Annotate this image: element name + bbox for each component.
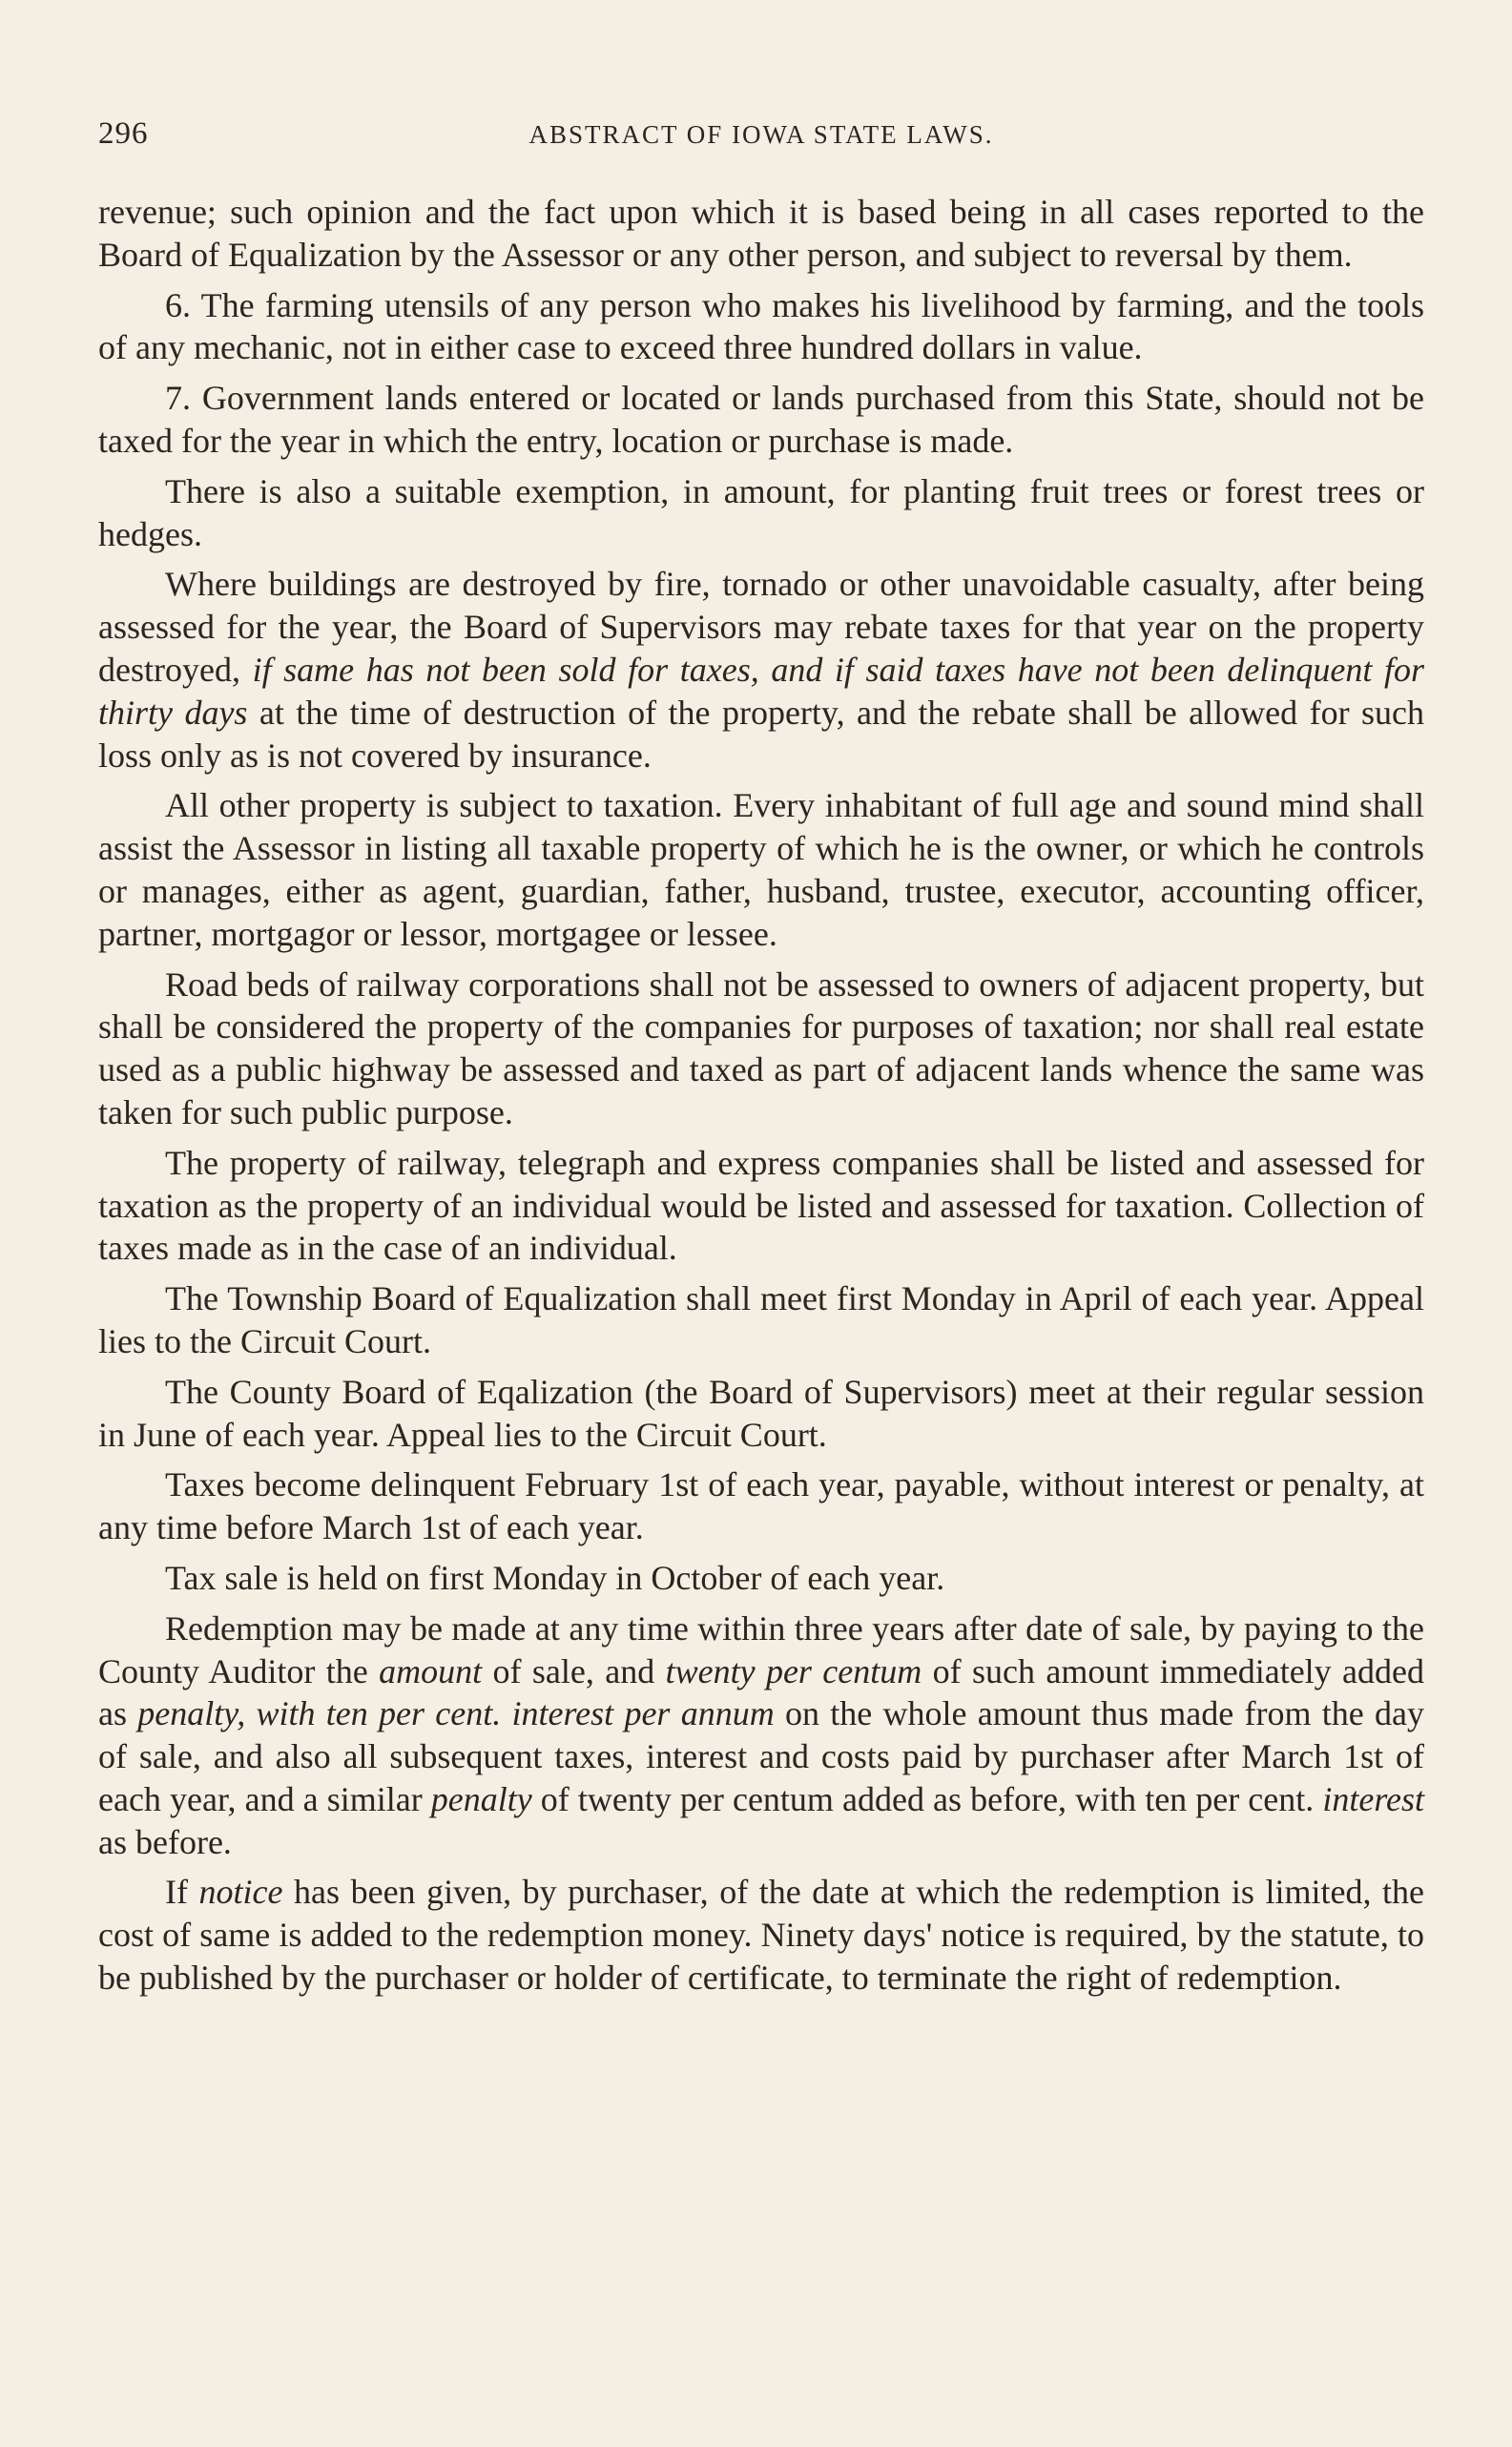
text-run: revenue; such opinion and the fact upon which it is based being in all cases reported to the Board of Equalization by the Assessor or any other person, and subject to reversal by them. <box>98 193 1424 274</box>
text-run: All other property is subject to taxation. Every inhabitant of full age and sound mind shall assist the Assessor in listing all taxable property of which he is the owner, or which he controls or manages, either as agent, guardian, father, husband, trustee, executor, accounting officer, partner, mortgagor or lessor, mortgagee or lessee. <box>98 786 1424 953</box>
paragraph <box>98 964 1424 1134</box>
text-run: of twenty per centum added as before, with ten per cent. <box>531 1779 1323 1818</box>
text-run: The Township Board of Equalization shall meet first Monday in April of each year. Appeal lies to the Circuit Court. <box>98 1279 1424 1360</box>
text-run: has been given, by purchaser, of the date at which the redemption is limited, the cost of same is added to the redemption money. Ninety days' notice is required, by the statute, to be published by the purchaser or holder of certificate, to terminate the right of redemption. <box>98 1873 1424 1998</box>
paragraph <box>98 284 1424 370</box>
paragraph <box>98 784 1424 955</box>
page-header <box>98 116 1424 162</box>
running-title: ABSTRACT OF IOWA STATE LAWS. <box>528 120 994 149</box>
italic-run: twenty per centum <box>665 1651 922 1690</box>
text-run: Where buildings are destroyed by fire, tornado or other unavoidable casualty, after being assessed for the year, the Board of Supervisors may rebate taxes for that year on the property destroyed, <box>98 565 1424 689</box>
paragraph <box>98 1557 1424 1600</box>
text-run: Taxes become delinquent February 1st of each year, payable, without interest or penalty, at any time before March 1st of each year. <box>98 1465 1424 1547</box>
text-run: The property of railway, telegraph and express companies shall be listed and assessed for taxation as the property of an individual would be listed and assessed for taxation. Collection of taxes made as in the case of an individual. <box>98 1143 1424 1268</box>
text-run: of sale, and <box>482 1651 666 1690</box>
italic-run: penalty <box>430 1779 532 1818</box>
text-run: 6. The farming utensils of any person who makes his livelihood by farming, and the tools of any mechanic, not in either case to exceed three hundred dollars in value. <box>98 285 1424 367</box>
text-run: on the whole amount thus made from the day of sale, and also all subsequent taxes, interest and costs paid by purchaser after March 1st of each year, and a similar <box>98 1694 1424 1818</box>
paragraph-continued <box>98 191 1424 277</box>
text-run: as before. <box>98 1822 232 1861</box>
paragraph <box>98 1142 1424 1270</box>
paragraph <box>98 1871 1424 1999</box>
text-run: 7. Government lands entered or located or lands purchased from this State, should not be taxed for the year in which the entry, location or purchase is made. <box>98 379 1424 460</box>
paragraph <box>98 1371 1424 1457</box>
italic-run: if same has not been sold for taxes, and if said taxes have not been delinquent for thirty days <box>98 650 1424 732</box>
italic-run: amount <box>379 1651 483 1690</box>
paragraph <box>98 563 1424 777</box>
text-run: If <box>165 1873 199 1912</box>
text-run: at the time of destruction of the property, and the rebate shall be allowed for such loss only as is not covered by insurance. <box>98 693 1425 775</box>
text-run: Redemption may be made at any time within three years after date of sale, by paying to the County Auditor the <box>98 1608 1424 1690</box>
text-run: Tax sale is held on first Monday in October of each year. <box>165 1558 945 1597</box>
paragraph <box>98 470 1424 556</box>
italic-run: penalty, with ten per cent. interest per annum <box>137 1694 775 1733</box>
text-run: Road beds of railway corporations shall not be assessed to owners of adjacent property, but shall be considered the property of the companies for purposes of taxation; nor shall real estate used as a public highway be assessed and taxed as part of adjacent lands whence the same was taken for such public purpose. <box>98 964 1424 1131</box>
text-run: The County Board of Eqalization (the Board of Supervisors) meet at their regular session in June of each year. Appeal lies to the Circuit Court. <box>98 1372 1424 1454</box>
body-text <box>98 191 1424 2007</box>
paragraph <box>98 1463 1424 1549</box>
paragraph <box>98 1607 1424 1864</box>
page-number: 296 <box>98 116 149 151</box>
italic-run: interest <box>1322 1779 1424 1818</box>
italic-run: notice <box>198 1873 283 1912</box>
text-run: of such amount immediately added as <box>98 1651 1425 1733</box>
paragraph <box>98 377 1424 463</box>
text-run: There is also a suitable exemption, in amount, for planting fruit trees or forest trees or hedges. <box>98 471 1424 553</box>
paragraph <box>98 1277 1424 1363</box>
